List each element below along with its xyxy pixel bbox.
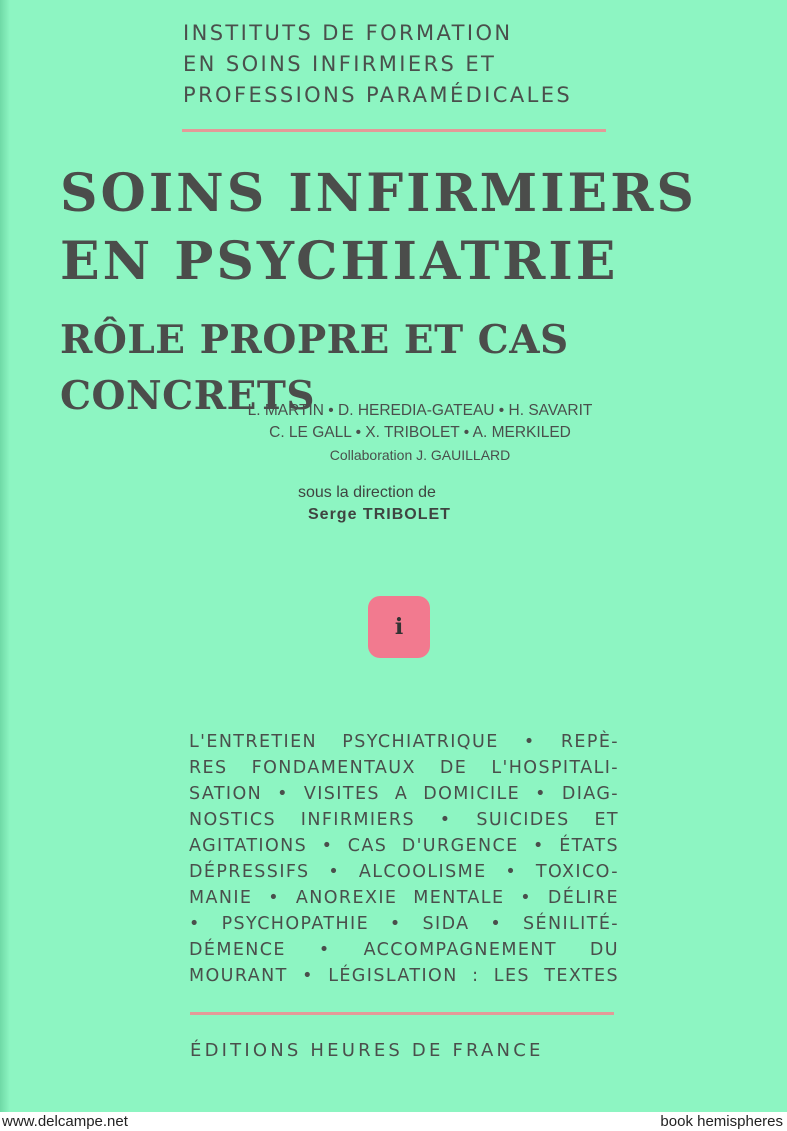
book-subtitle: RÔLE PROPRE ET CAS CONCRETS xyxy=(60,317,569,419)
topics-line: AGITATIONS • CAS D'URGENCE • ÉTATS xyxy=(189,836,619,856)
topics-list xyxy=(189,729,619,989)
topics-line: DÉMENCE • ACCOMPAGNEMENT DU xyxy=(189,940,619,960)
watermark-right: book hemispheres xyxy=(660,1113,783,1130)
topics-line: DÉPRESSIFS • ALCOOLISME • TOXICO- xyxy=(189,862,619,882)
publisher-name: ÉDITIONS HEURES DE FRANCE xyxy=(190,1040,544,1061)
title-line-1: SOINS INFIRMIERS xyxy=(60,163,697,224)
bottom-divider xyxy=(190,1012,614,1015)
topics-line: NOSTICS INFIRMIERS • SUICIDES ET xyxy=(189,810,619,830)
title-line-2: EN PSYCHIATRIE xyxy=(60,231,619,292)
series-heading xyxy=(183,18,623,111)
authors-line-1: L. MARTIN • D. HEREDIA-GATEAU • H. SAVARIT xyxy=(247,402,593,419)
authors-line-2: C. LE GALL • X. TRIBOLET • A. MERKILED xyxy=(269,424,571,441)
collaboration-line: Collaboration J. GAUILLARD xyxy=(329,447,511,463)
series-line: PROFESSIONS PARAMÉDICALES xyxy=(183,83,573,107)
watermark-left: www.delcampe.net xyxy=(2,1113,128,1130)
cover-edge xyxy=(0,0,10,1112)
topics-line: L'ENTRETIEN PSYCHIATRIQUE • REPÈ- xyxy=(189,732,619,752)
top-divider xyxy=(182,129,606,132)
topics-line: MOURANT • LÉGISLATION : LES TEXTES xyxy=(189,966,619,986)
topics-line: SATION • VISITES A DOMICILE • DIAG- xyxy=(189,784,619,804)
authors-block xyxy=(160,400,680,466)
topics-line: RES FONDAMENTAUX DE L'HOSPITALI- xyxy=(189,758,619,778)
topics-line: MANIE • ANOREXIE MENTALE • DÉLIRE xyxy=(189,888,619,908)
series-line: INSTITUTS DE FORMATION xyxy=(183,21,513,45)
direction-label: sous la direction de xyxy=(298,484,436,501)
book-title xyxy=(60,160,780,296)
topics-line: • PSYCHOPATHIE • SIDA • SÉNILITÉ- xyxy=(189,914,619,934)
direction-block xyxy=(298,482,618,526)
publisher-logo-icon: i xyxy=(368,596,430,658)
series-line: EN SOINS INFIRMIERS ET xyxy=(183,52,497,76)
director-name: Serge TRIBOLET xyxy=(308,506,451,523)
